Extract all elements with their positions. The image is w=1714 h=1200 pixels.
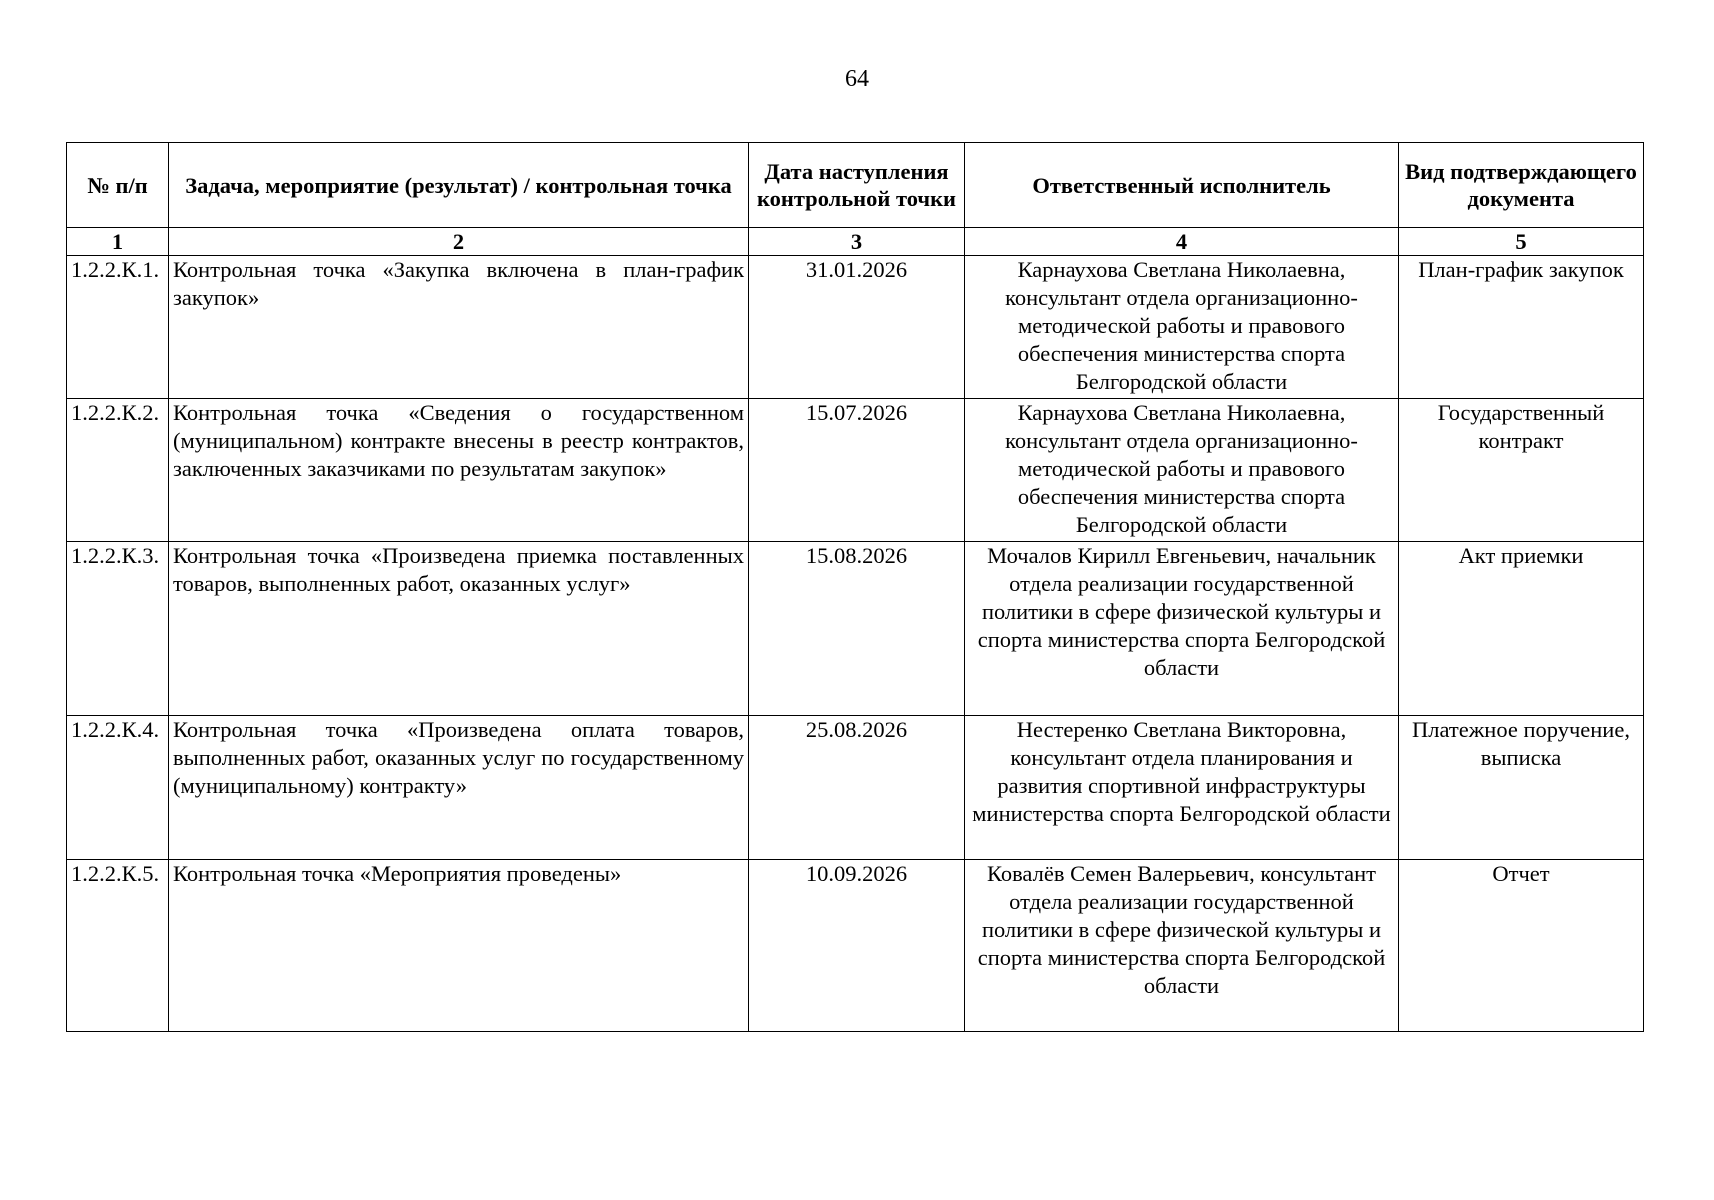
column-number: 4 [965, 228, 1399, 256]
row-responsible: Нестеренко Светлана Викторовна, консультант отдела планирования и развития спортивной инфраструктуры министерства спорта Белгородской области [965, 716, 1399, 860]
row-number: 1.2.2.К.2. [67, 399, 169, 542]
column-number-row [67, 228, 1644, 256]
row-number: 1.2.2.К.5. [67, 860, 169, 1032]
row-task: Контрольная точка «Мероприятия проведены» [169, 860, 749, 1032]
table-row [67, 256, 1644, 399]
row-task: Контрольная точка «Произведена оплата товаров, выполненных работ, оказанных услуг по государственному (муниципальному) контракту» [169, 716, 749, 860]
row-document: План-график закупок [1399, 256, 1644, 399]
table-row [67, 399, 1644, 542]
row-number: 1.2.2.К.4. [67, 716, 169, 860]
column-number: 1 [67, 228, 169, 256]
row-responsible: Мочалов Кирилл Евгеньевич, начальник отдела реализации государственной политики в сфере физической культуры и спорта министерства спорта Белгородской области [965, 542, 1399, 716]
row-date: 31.01.2026 [749, 256, 965, 399]
row-document: Государственный контракт [1399, 399, 1644, 542]
row-document: Отчет [1399, 860, 1644, 1032]
row-task: Контрольная точка «Произведена приемка поставленных товаров, выполненных работ, оказанных услуг» [169, 542, 749, 716]
header-document: Вид подтверждающего документа [1399, 143, 1644, 228]
header-number: № п/п [67, 143, 169, 228]
row-date: 15.08.2026 [749, 542, 965, 716]
table-row [67, 860, 1644, 1032]
row-date: 10.09.2026 [749, 860, 965, 1032]
row-responsible: Карнаухова Светлана Николаевна, консультант отдела организационно-методической работы и правового обеспечения министерства спорта Белгородской области [965, 399, 1399, 542]
row-date: 15.07.2026 [749, 399, 965, 542]
row-date: 25.08.2026 [749, 716, 965, 860]
row-task: Контрольная точка «Сведения о государственном (муниципальном) контракте внесены в реестр контрактов, заключенных заказчиками по результатам закупок» [169, 399, 749, 542]
row-document: Платежное поручение, выписка [1399, 716, 1644, 860]
control-points-table [66, 142, 1644, 1032]
column-number: 2 [169, 228, 749, 256]
table-row [67, 716, 1644, 860]
header-task: Задача, мероприятие (результат) / контрольная точка [169, 143, 749, 228]
page-number: 64 [845, 66, 869, 92]
row-number: 1.2.2.К.3. [67, 542, 169, 716]
column-number: 5 [1399, 228, 1644, 256]
header-date: Дата наступления контрольной точки [749, 143, 965, 228]
row-responsible: Карнаухова Светлана Николаевна, консультант отдела организационно-методической работы и правового обеспечения министерства спорта Белгородской области [965, 256, 1399, 399]
row-number: 1.2.2.К.1. [67, 256, 169, 399]
column-number: 3 [749, 228, 965, 256]
row-document: Акт приемки [1399, 542, 1644, 716]
table-header-row [67, 143, 1644, 228]
header-responsible: Ответственный исполнитель [965, 143, 1399, 228]
row-responsible: Ковалёв Семен Валерьевич, консультант отдела реализации государственной политики в сфере физической культуры и спорта министерства спорта Белгородской области [965, 860, 1399, 1032]
row-task: Контрольная точка «Закупка включена в план-график закупок» [169, 256, 749, 399]
table-row [67, 542, 1644, 716]
